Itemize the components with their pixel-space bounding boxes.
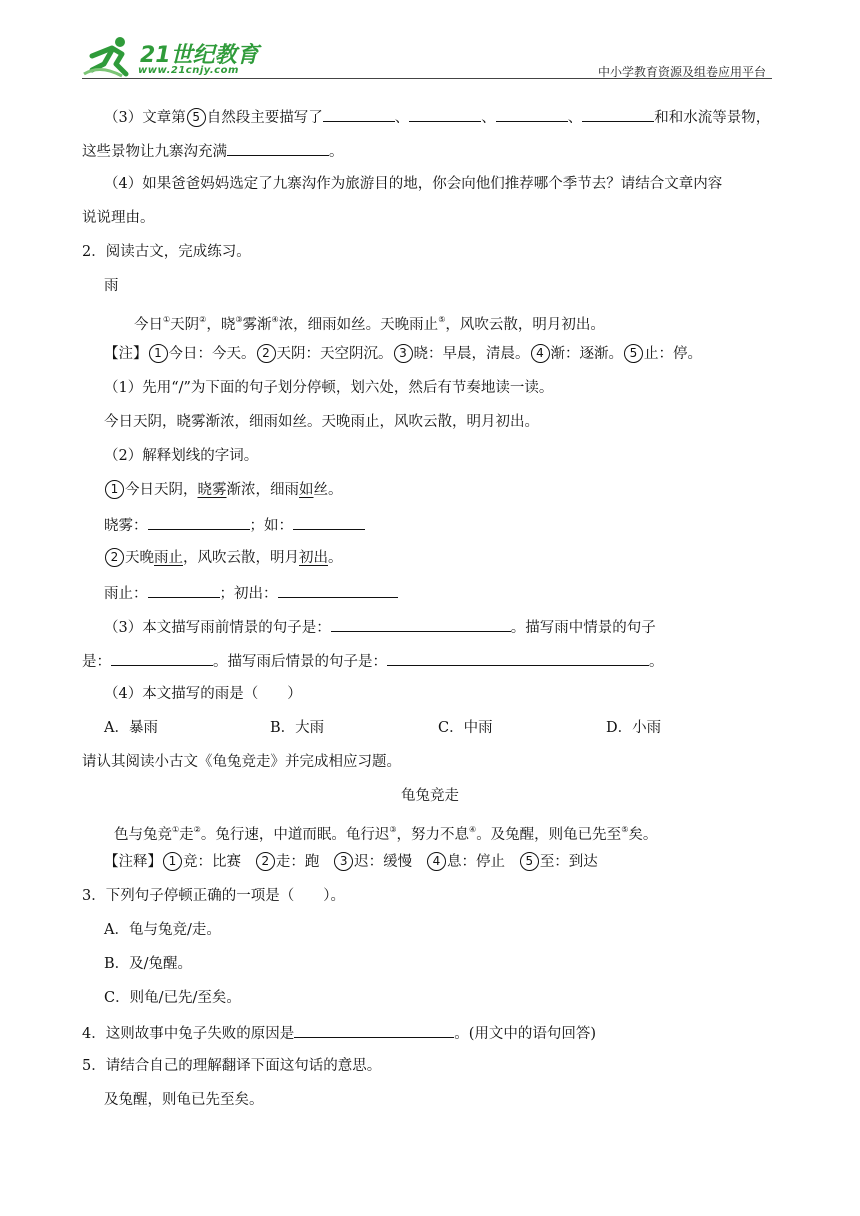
q2-part2-sentence1: 1 今日天阴，晓雾渐浓，细雨如丝。 (104, 480, 343, 500)
answer-blank[interactable] (496, 106, 568, 122)
logo-wordmark: 21世纪教育 (140, 43, 259, 68)
q2-part2-answer1: 晓雾： ；如： (104, 514, 365, 536)
q3-option-b[interactable]: B．及/兔醒。 (104, 956, 193, 972)
q2-heading: 2．阅读古文，完成练习。 (82, 244, 251, 260)
answer-blank[interactable] (387, 650, 649, 666)
answer-blank[interactable] (582, 106, 654, 122)
q3-intro: 请认其阅读小古文《龟兔竞走》并完成相应习题。 (82, 754, 401, 770)
q2-part2: （2）解释划线的字词。 (104, 448, 259, 464)
q1-part4-line2: 说说理由。 (82, 210, 155, 226)
answer-blank[interactable] (331, 616, 511, 632)
q1-part4-line1: （4）如果爸爸妈妈选定了九寨沟作为旅游目的地，你会向他们推荐哪个季节去？请结合文章内容 (104, 176, 723, 192)
circled-number: 5 (187, 108, 206, 127)
answer-blank[interactable] (278, 582, 398, 598)
q4-stem: 4．这则故事中兔子失败的原因是 。(用文中的语句回答) (82, 1022, 596, 1044)
q2-part2-answer2: 雨止： ；初出： (104, 582, 398, 604)
q2-passage-title: 雨 (104, 278, 119, 294)
q2-part1: （1）先用“/”为下面的句子划分停顿，划六处，然后有节奏地读一读。 (104, 380, 554, 396)
runner-logo-icon (82, 34, 138, 78)
answer-blank[interactable] (148, 514, 250, 530)
answer-blank[interactable] (323, 106, 395, 122)
q2-part1-sentence: 今日天阴，晓雾渐浓，细雨如丝。天晚雨止，风吹云散，明月初出。 (104, 414, 539, 430)
q2-part3-line1: （3）本文描写雨前情景的句子是： 。描写雨中情景的句子 (104, 616, 656, 638)
q2-part4: （4）本文描写的雨是（ ） (104, 686, 302, 702)
answer-blank[interactable] (409, 106, 481, 122)
q2-option-c[interactable]: C．中雨 (438, 720, 493, 736)
q2-part3-line2: 是： 。描写雨后情景的句子是： 。 (82, 650, 664, 672)
q5-stem: 5．请结合自己的理解翻译下面这句话的意思。 (82, 1058, 382, 1074)
q2-passage-text: 今日①天阴②，晓③雾渐④浓，细雨如丝。天晚雨止⑤，风吹云散，明月初出。 (134, 315, 605, 333)
story-title: 龟兔竞走 (401, 788, 459, 804)
answer-blank[interactable] (148, 582, 220, 598)
q1-part3-line1: （3）文章第 5 自然段主要描写了 、 、 、 和和水流等景物， (104, 106, 770, 128)
story-text: 色与兔竞①走②。兔行速，中道而眠。龟行迟③，努力不息④。及兔醒，则龟已先至⑤矣。 (114, 825, 658, 843)
q3-stem: 3．下列句子停顿正确的一项是（ ）。 (82, 888, 345, 904)
header-tagline: 中小学教育资源及组卷应用平台 (597, 65, 766, 79)
q5-sentence: 及兔醒，则龟已先至矣。 (104, 1092, 264, 1108)
q2-notes: 【注】 1 今日：今天。 2 天阴：天空阴沉。 3 晓：早晨，清晨。 4 渐：逐渐。 5 止：停。 (104, 346, 702, 362)
q3-option-a[interactable]: A．龟与兔竞/走。 (104, 922, 221, 938)
answer-blank[interactable] (293, 514, 365, 530)
site-logo (82, 34, 272, 80)
story-notes: 【注释】 1 竞：比赛 2 走：跑 3 迟：缓慢 4 息：停止 5 至：到达 (104, 854, 598, 870)
q2-option-d[interactable]: D．小雨 (606, 720, 662, 736)
q1-part3-line2: 这些景物让九寨沟充满 。 (82, 140, 344, 162)
header-rule (82, 78, 772, 79)
answer-blank[interactable] (111, 650, 213, 666)
q2-option-a[interactable]: A．暴雨 (104, 720, 158, 736)
q2-part2-sentence2: 2 天晚雨止，风吹云散，明月初出。 (104, 548, 343, 568)
page-header (82, 34, 772, 80)
q2-option-b[interactable]: B．大雨 (270, 720, 325, 736)
answer-blank[interactable] (294, 1022, 454, 1038)
logo-url: www.21cnjy.com (138, 65, 239, 76)
q3-option-c[interactable]: C．则龟/已先/至矣。 (104, 990, 241, 1006)
answer-blank[interactable] (227, 140, 329, 156)
